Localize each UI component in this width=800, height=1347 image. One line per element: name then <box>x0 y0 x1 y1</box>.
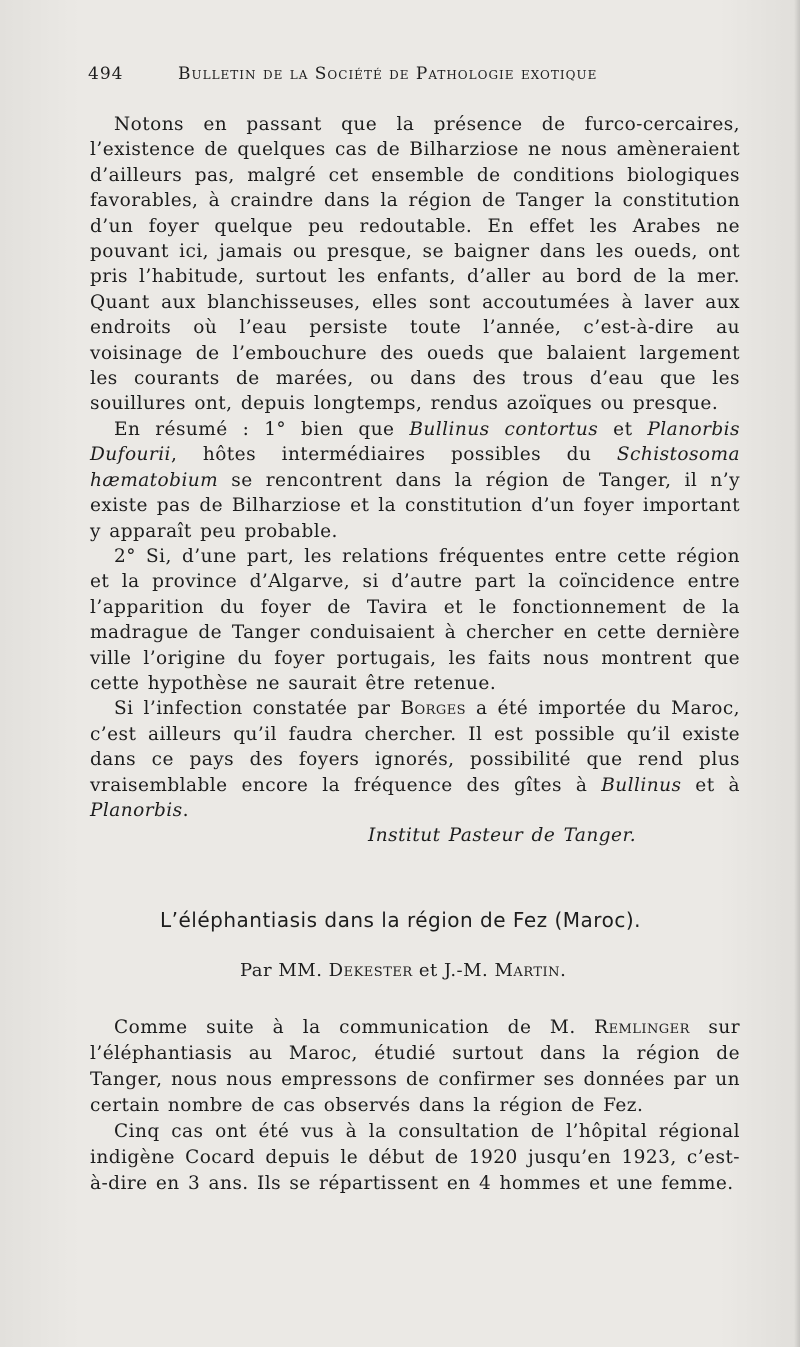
text-run: se rencontrent dans la région de Tanger, il n’y existe pas de Bilharziose et la constitution d’un foyer important y apparaît peu probable. <box>90 469 740 542</box>
text-run: sur l’éléphantiasis au Maroc, étudié surtout dans la région de Tanger, nous nous empressons de confirmer ses données par un certain nombre de cas observés dans la région de Fez. <box>90 1017 740 1116</box>
institution-signature: Institut Pasteur de Tanger. <box>368 825 637 847</box>
page-header <box>88 64 740 90</box>
text-run: , hôtes intermédiaires possibles du <box>170 444 617 466</box>
paragraph <box>90 417 740 544</box>
article-body-2 <box>90 1015 740 1197</box>
author-name: Borges <box>400 698 467 720</box>
running-title: Bulletin de la Société de Pathologie exotique <box>178 64 598 84</box>
species-name: Planorbis Dufourii <box>90 418 740 466</box>
species-name: Planorbis <box>90 799 183 821</box>
text-run: Par MM. <box>240 960 329 981</box>
text-run: a été importée du Maroc, c’est ailleurs qu’il faudra chercher. Il est possible qu’il existe dans ce pays des foyers ignorés, possibilité que rend plus vraisemblable encore la fréquence des gîtes à <box>90 698 740 796</box>
article-title: L’éléphantiasis dans la région de Fez (Maroc). <box>160 908 641 932</box>
text-run: Comme suite à la communication de M. <box>114 1017 595 1038</box>
species-name: Schistosoma hæmatobium <box>90 444 740 491</box>
paragraph <box>90 696 740 823</box>
author-name: Dekester <box>328 960 413 981</box>
species-name: Bullinus contortus <box>409 418 599 440</box>
text-run: et <box>412 960 444 981</box>
paragraph: Cinq cas ont été vus à la consultation de l’hôpital régional indigène Cocard depuis le début de 1920 jusqu’en 1923, c’est-à-dire en 3 ans. Ils se répartissent en 4 hommes et une femme. <box>90 1121 740 1194</box>
text-run: . <box>560 960 567 981</box>
article-authors <box>240 960 660 981</box>
author-name: J.-M. Martin <box>444 960 561 981</box>
paragraph <box>90 1015 740 1119</box>
page-edge-shadow <box>794 0 800 1347</box>
text-run: . <box>182 799 189 821</box>
page-number: 494 <box>88 64 124 84</box>
author-name: Remlinger <box>594 1017 690 1038</box>
text-run: En résumé : 1° bien que <box>114 418 410 440</box>
paragraph: Notons en passant que la présence de furco-cercaires, l’existence de quelques cas de Bilharziose ne nous amèneraient d’ailleurs pas, malgré cet ensemble de conditions biologiques favorables, à craindre dans la région de Tanger la constitution d’un foyer quelque peu redoutable. En effet les Arabes ne pouvant ici, jamais ou presque, se baigner dans les oueds, ont pris l’habitude, surtout les enfants, d’aller au bord de la mer. Quant aux blanchisseuses, elles sont accoutumées à laver aux endroits où l’eau persiste toute l’année, c’est-à-dire au voisinage de l’embouchure des oueds que balaient largement les courants de marées, ou dans des trous d’eau que les souillures ont, depuis longtemps, rendus azoïques ou presque. <box>90 114 740 415</box>
paragraph: 2° Si, d’une part, les relations fréquentes entre cette région et la province d’Algarve, si d’autre part la coïncidence entre l’apparition du foyer de Tavira et le fonctionnement de la madrague de Tanger conduisaient à chercher en cette dernière ville l’origine du foyer portugais, les faits nous montrent que cette hypothèse ne saurait être retenue. <box>90 545 740 694</box>
species-name: Bullinus <box>601 774 682 796</box>
text-run: Si l’infection constatée par <box>114 698 401 720</box>
article-body <box>90 112 740 849</box>
text-run: et <box>598 418 648 440</box>
text-run: et à <box>681 774 740 796</box>
